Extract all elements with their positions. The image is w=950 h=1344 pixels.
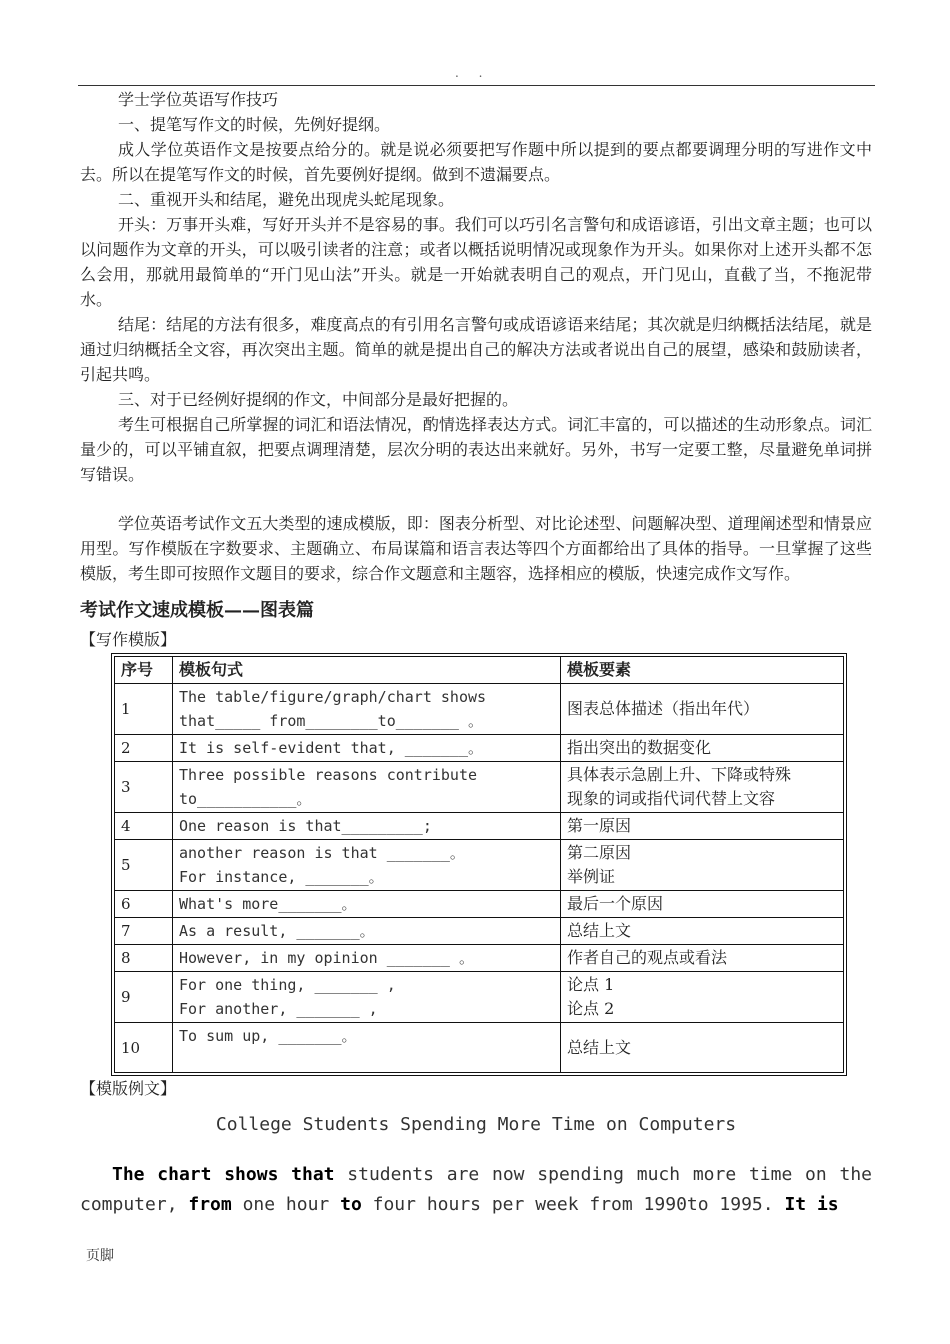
row-template: [173, 762, 561, 813]
template-table: [114, 656, 844, 1073]
template-line: One reason is that_________;: [179, 817, 432, 835]
row-template: [173, 945, 561, 972]
row-template: [173, 891, 561, 918]
row-no: 5: [115, 840, 173, 891]
table-row: [115, 813, 844, 840]
row-template: [173, 918, 561, 945]
row-element: [561, 684, 844, 735]
template-line: The table/figure/graph/chart shows: [179, 688, 487, 706]
spacer: [80, 487, 872, 511]
element-line: 现象的词或指代词代替上文容: [567, 789, 776, 808]
row-template: [173, 684, 561, 735]
table-row: [115, 1023, 844, 1073]
essay-bold-phrase: to: [340, 1194, 362, 1215]
table-row: [115, 735, 844, 762]
row-template: [173, 840, 561, 891]
row-element: [561, 813, 844, 840]
row-no: 2: [115, 735, 173, 762]
templates-intro: 学位英语考试作文五大类型的速成模版，即：图表分析型、对比论述型、问题解决型、道理阐述型和情景应用型。写作模版在字数要求、主题确立、布局谋篇和语言表达等四个方面都给出了具体的指导。一旦掌握了这些模版，考生即可按照作文题目的要求，综合作文题意和主题容，选择相应的模版，快速完成作文写作。: [80, 514, 872, 583]
template-line: As a result, _______。: [179, 922, 375, 940]
example-label: 【模版例文】: [80, 1079, 177, 1098]
template-line: It is self-evident that, _______。: [179, 739, 483, 757]
row-element: [561, 735, 844, 762]
table-row: [115, 972, 844, 1023]
essay-bold-phrase: It is: [784, 1194, 839, 1215]
element-line: 举例证: [567, 867, 616, 886]
row-template: [173, 972, 561, 1023]
template-line: However, in my opinion _______ 。: [179, 949, 474, 967]
row-no: 10: [115, 1023, 173, 1073]
template-line: For another, _______ ,: [179, 1000, 378, 1018]
element-line: 具体表示急剧上升、下降或特殊: [567, 765, 792, 784]
section-title: 考试作文速成模板——图表篇: [80, 600, 314, 621]
doc-title: 学士学位英语写作技巧: [118, 90, 279, 109]
template-line: that_____ from________to_______ 。: [179, 712, 483, 730]
essay-text: [80, 1160, 872, 1220]
template-line: Three possible reasons contribute: [179, 766, 478, 784]
table-row: [115, 840, 844, 891]
table-row: [115, 891, 844, 918]
table-row: [115, 945, 844, 972]
header-element: 模板要素: [561, 657, 844, 684]
element-line: 论点 2: [567, 999, 615, 1018]
row-no: 3: [115, 762, 173, 813]
opening-text: 开头：万事开头难，写好开头并不是容易的事。我们可以巧引名言警句和成语谚语，引出文章主题；也可以以问题作为文章的开头，可以吸引读者的注意；或者以概括说明情况或现象作为开头。如果你对上述开头都不怎么会用，那就用最简单的“开门见山法”开头。就是一开始就表明自己的观点，开门见山，直截了当，不拖泥带水。: [80, 215, 872, 309]
row-element: [561, 891, 844, 918]
point-3-heading: 三、对于已经例好提纲的作文，中间部分是最好把握的。: [118, 390, 519, 409]
ending-text: 结尾：结尾的方法有很多，难度高点的有引用名言警句或成语谚语来结尾；其次就是归纳概括法结尾，就是通过归纳概括全文容，再次突出主题。简单的就是提出自己的解决方法或者说出自己的展望，感染和鼓励读者，引起共鸣。: [80, 315, 872, 384]
row-element: [561, 918, 844, 945]
element-line: 总结上文: [567, 921, 632, 940]
element-line: 第一原因: [567, 816, 632, 835]
row-no: 6: [115, 891, 173, 918]
essay-segment: one hour: [231, 1194, 341, 1215]
header-no: 序号: [115, 657, 173, 684]
template-line: another reason is that _______。: [179, 844, 465, 862]
table-row: [115, 762, 844, 813]
element-line: 第二原因: [567, 843, 632, 862]
point-1-heading: 一、提笔写作文的时候，先例好提纲。: [118, 115, 391, 134]
header-template: 模板句式: [173, 657, 561, 684]
page-footer: 页脚: [86, 1248, 114, 1264]
template-line: What's more_______。: [179, 895, 357, 913]
element-line: 作者自己的观点或看法: [567, 948, 728, 967]
row-template: [173, 813, 561, 840]
row-element: [561, 1023, 844, 1073]
row-no: 4: [115, 813, 173, 840]
element-line: 最后一个原因: [567, 894, 664, 913]
table-row: [115, 684, 844, 735]
table-header-row: [115, 657, 844, 684]
header-rule: [78, 85, 875, 86]
point-3-text: 考生可根据自己所掌握的词汇和语法情况，酌情选择表达方式。词汇丰富的，可以描述的生动形象点。词汇量少的，可以平铺直叙，把要点调理清楚，层次分明的表达出来就好。另外，书写一定要工整，尽量避免单词拼写错误。: [80, 415, 872, 484]
row-element: [561, 840, 844, 891]
document-body: [80, 87, 872, 1220]
row-template: [173, 1023, 561, 1073]
template-line: to___________。: [179, 790, 312, 808]
element-line: 指出突出的数据变化: [567, 738, 712, 757]
row-template: [173, 735, 561, 762]
row-no: 8: [115, 945, 173, 972]
element-line: 论点 1: [567, 975, 615, 994]
row-element: [561, 762, 844, 813]
template-line: For instance, _______。: [179, 868, 384, 886]
template-label: 【写作模版】: [80, 630, 177, 649]
template-table-frame: [111, 653, 847, 1076]
essay-title: College Students Spending More Time on Computers: [215, 1114, 737, 1135]
table-row: [115, 918, 844, 945]
row-element: [561, 945, 844, 972]
header-dots: . .: [455, 66, 491, 80]
essay-bold-phrase: from: [188, 1194, 232, 1215]
essay-segment: four hours per week from 1990to 1995.: [361, 1194, 785, 1215]
template-line: For one thing, _______ ,: [179, 976, 396, 994]
row-element: [561, 972, 844, 1023]
row-no: 1: [115, 684, 173, 735]
row-no: 9: [115, 972, 173, 1023]
essay-bold-phrase: The chart shows that: [112, 1164, 335, 1185]
row-no: 7: [115, 918, 173, 945]
template-line: To sum up, _______。: [179, 1027, 357, 1045]
element-line: 图表总体描述（指出年代）: [567, 699, 760, 718]
point-1-text: 成人学位英语作文是按要点给分的。就是说必须要把写作题中所以提到的要点都要调理分明的写进作文中去。所以在提笔写作文的时候，首先要例好提纲。做到不遗漏要点。: [80, 140, 872, 184]
point-2-heading: 二、重视开头和结尾，避免出现虎头蛇尾现象。: [118, 190, 455, 209]
element-line: 总结上文: [567, 1037, 632, 1057]
essay-segment: students are now spending much more time on the computer,: [80, 1164, 872, 1215]
